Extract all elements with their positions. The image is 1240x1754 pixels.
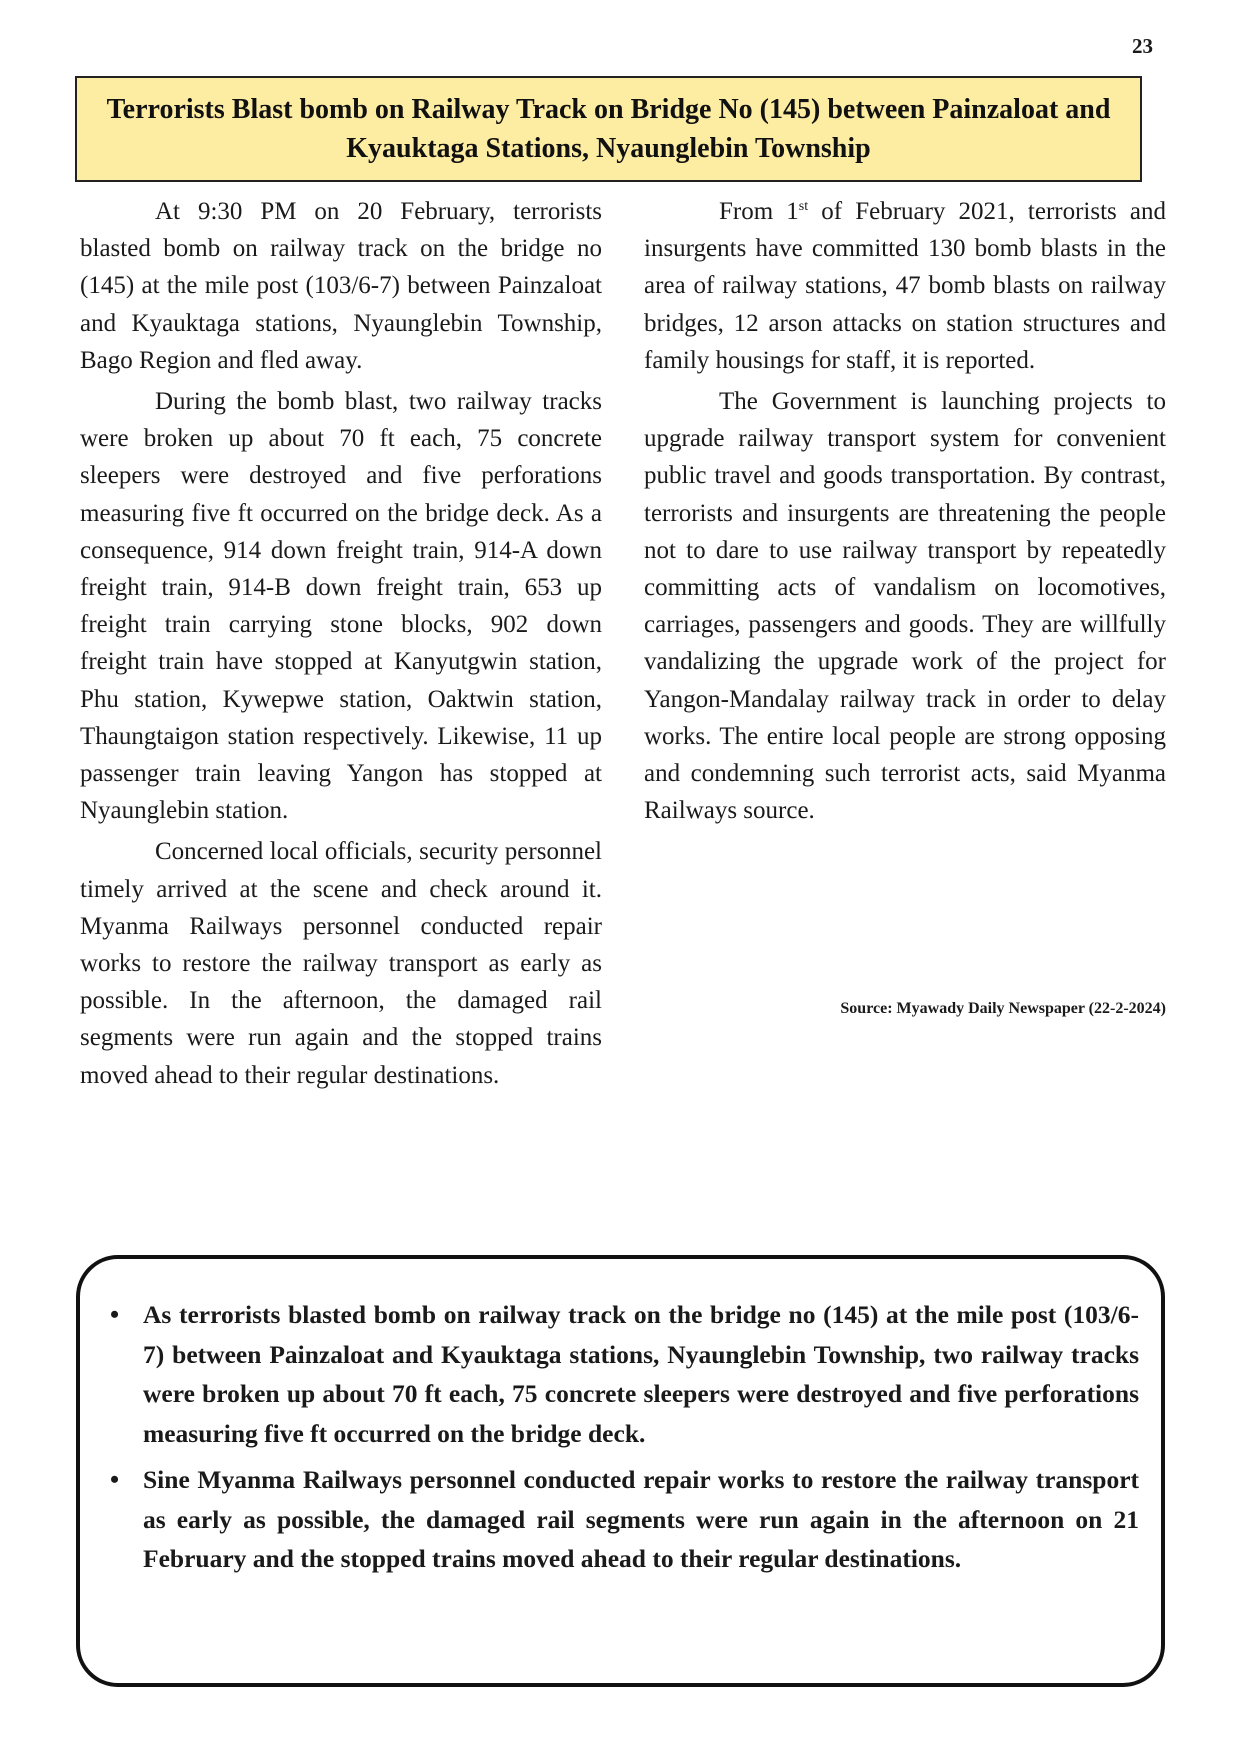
article-column-right <box>644 193 1166 833</box>
article-column-left <box>80 193 602 1098</box>
article-paragraph-3: Concerned local officials, security personnel timely arrived at the scene and check around it. Myanma Railways personnel conducted repair works to restore the railway transport as early as possible. In the afternoon, the damaged rail segments were run again and the stopped trains moved ahead to their regular destinations. <box>80 838 602 1089</box>
article-paragraph-5: The Government is launching projects to upgrade railway transport system for convenient public travel and goods transportation. By contrast, terrorists and insurgents are threatening the people not to dare to use railway transport by repeatedly committing acts of vandalism on locomotives, carriages, passengers and goods. They are willfully vandalizing the upgrade work of the project for Yangon-Mandalay railway track in order to delay works. The entire local people are strong opposing and condemning such terrorist acts, said Myanma Railways source. <box>644 388 1166 825</box>
article-paragraph-1: At 9:30 PM on 20 February, terrorists blasted bomb on railway track on the bridge no (145) at the mile post (103/6-7) between Painzaloat and Kyauktaga stations, Nyaunglebin Township, Bago Region and fled away. <box>80 198 602 374</box>
summary-list <box>80 1259 1161 1579</box>
summary-item <box>110 1460 1139 1579</box>
bullet-icon: • <box>110 1465 120 1494</box>
article-paragraph-4 <box>644 193 1166 379</box>
bullet-icon: • <box>110 1300 120 1329</box>
ordinal-suffix: st <box>798 199 809 214</box>
summary-box <box>76 1255 1165 1687</box>
summary-item <box>110 1295 1139 1453</box>
headline-box <box>75 76 1142 182</box>
headline: Terrorists Blast bomb on Railway Track on Bridge No (145) between Painzaloat and Kyauktaga Stations, Nyaunglebin Township <box>106 94 1111 164</box>
article-paragraph-2: During the bomb blast, two railway tracks were broken up about 70 ft each, 75 concrete sleepers were destroyed and five perforations measuring five ft occurred on the bridge deck. As a consequence, 914 down freight train, 914-A down freight train, 914-B down freight train, 653 up freight train carrying stone blocks, 902 down freight train have stopped at Kanyutgwin station, Phu station, Kywepwe station, Oaktwin station, Thaungtaigon station respectively. Likewise, 11 up passenger train leaving Yangon has stopped at Nyaunglebin station. <box>80 388 602 825</box>
source-citation: Source: Myawady Daily Newspaper (22-2-2024) <box>840 1000 1166 1017</box>
summary-item-text: As terrorists blasted bomb on railway track on the bridge no (145) at the mile post (103/6-7) between Painzaloat and Kyauktaga stations, Nyaunglebin Township, two railway tracks were broken up about 70 ft each, 75 concrete sleepers were destroyed and five perforations measuring five ft occurred on the bridge deck. <box>143 1300 1139 1448</box>
summary-item-text: Sine Myanma Railways personnel conducted repair works to restore the railway transport as early as possible, the damaged rail segments were run again in the afternoon on 21 February and the stopped trains moved ahead to their regular destinations. <box>143 1465 1139 1573</box>
page-number: 23 <box>1132 34 1153 58</box>
paragraph-4-lead: From 1 <box>719 198 799 225</box>
paragraph-4-body: of February 2021, terrorists and insurgents have committed 130 bomb blasts in the area of railway stations, 47 bomb blasts on railway bridges, 12 arson attacks on station structures and family housings for staff, it is reported. <box>644 198 1166 374</box>
